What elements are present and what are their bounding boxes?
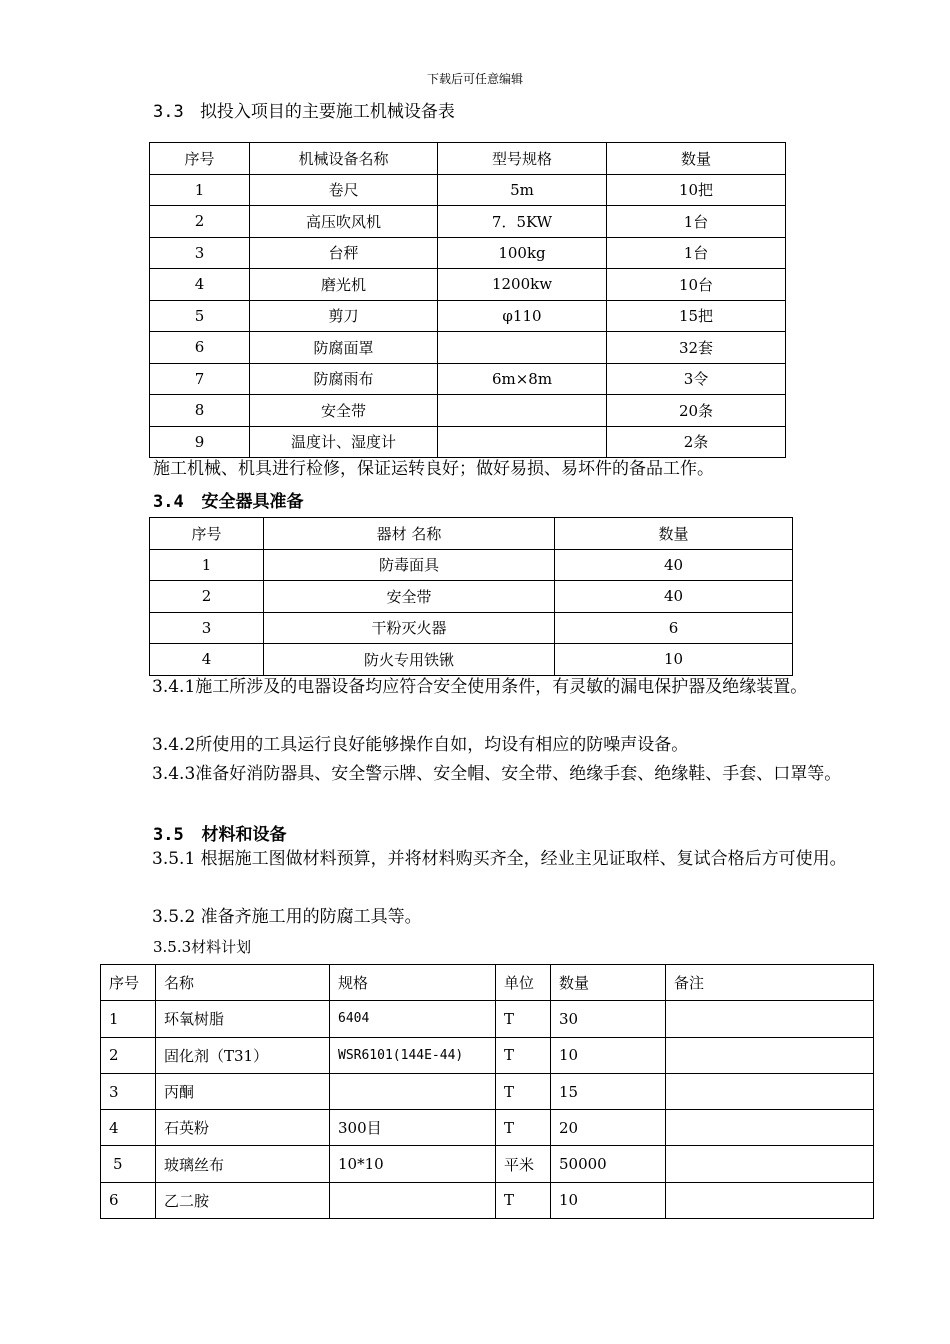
header-cell: 序号 (101, 965, 156, 1001)
table-cell: 1 (150, 174, 250, 206)
table-cell: 1 (101, 1001, 156, 1037)
table-cell (330, 1073, 496, 1109)
table-cell: 9 (150, 426, 250, 458)
table-cell: 10把 (607, 174, 786, 206)
table-cell: 10 (555, 644, 793, 676)
table-row (101, 1073, 874, 1109)
table-cell: 6 (101, 1182, 156, 1218)
table-cell: 卷尺 (250, 174, 438, 206)
table-row (101, 1110, 874, 1146)
table-cell: 4 (150, 269, 250, 301)
table-row (150, 549, 793, 581)
table-row (150, 269, 786, 301)
section-number: 3.5 (153, 825, 184, 845)
table-cell: 7．5KW (438, 206, 607, 238)
table-cell: 防火专用铁锹 (264, 644, 555, 676)
table-cell: 磨光机 (250, 269, 438, 301)
header-cell: 机械设备名称 (250, 143, 438, 175)
table-cell: 6404 (330, 1001, 496, 1037)
paragraph-3-5-1: 3.5.1 根据施工图做材料预算，并将材料购买齐全，经业主见证取样、复试合格后方可使用。 (152, 849, 847, 869)
table-cell: 3 (150, 237, 250, 269)
table-cell: φ110 (438, 300, 607, 332)
table-cell: T (496, 1110, 551, 1146)
table-cell (438, 426, 607, 458)
table-row (150, 612, 793, 644)
table-cell: 防毒面具 (264, 549, 555, 581)
table-cell: 剪刀 (250, 300, 438, 332)
table-cell: 5m (438, 174, 607, 206)
table-cell (666, 1073, 874, 1109)
section-3-4-heading (153, 487, 303, 512)
table-row (150, 395, 786, 427)
table-row (150, 426, 786, 458)
table-cell: 4 (101, 1110, 156, 1146)
table-cell: 3 (150, 612, 264, 644)
table-cell: 100kg (438, 237, 607, 269)
table-cell: 40 (555, 581, 793, 613)
table-cell: 台秤 (250, 237, 438, 269)
table-row (101, 1037, 874, 1073)
table-cell: 丙酮 (156, 1073, 330, 1109)
table-cell: 石英粉 (156, 1110, 330, 1146)
table-cell: WSR6101(144E-44) (330, 1037, 496, 1073)
table-cell: 1台 (607, 237, 786, 269)
table-row (150, 332, 786, 364)
table-cell: 乙二胺 (156, 1182, 330, 1218)
section-title: 材料和设备 (201, 825, 287, 845)
paragraph-3-4-2: 3.4.2所使用的工具运行良好能够操作自如，均设有相应的防噪声设备。 (152, 735, 689, 755)
table-cell: 2 (101, 1037, 156, 1073)
table-cell: 10*10 (330, 1146, 496, 1182)
header-cell: 单位 (496, 965, 551, 1001)
section-3-5-heading (153, 820, 286, 845)
header-cell: 序号 (150, 143, 250, 175)
header-cell: 数量 (555, 518, 793, 550)
header-note: 下载后可任意编辑 (426, 72, 523, 86)
table-cell (438, 332, 607, 364)
header-cell: 数量 (551, 965, 666, 1001)
table-row (150, 300, 786, 332)
table-cell (330, 1182, 496, 1218)
table-cell (666, 1182, 874, 1218)
table-cell: 10 (551, 1182, 666, 1218)
table-cell: 10台 (607, 269, 786, 301)
paragraph-3-5-2: 3.5.2 准备齐施工用的防腐工具等。 (152, 907, 422, 927)
machinery-table (149, 142, 786, 458)
table-cell (666, 1110, 874, 1146)
table-cell: 安全带 (250, 395, 438, 427)
table-cell: 干粉灭火器 (264, 612, 555, 644)
table-cell: 环氧树脂 (156, 1001, 330, 1037)
table-cell: 7 (150, 363, 250, 395)
table-cell (666, 1146, 874, 1182)
section-title: 拟投入项目的主要施工机械设备表 (199, 102, 455, 122)
table-cell: 20条 (607, 395, 786, 427)
table-cell: T (496, 1001, 551, 1037)
table-row (150, 174, 786, 206)
table-cell: 5 (150, 300, 250, 332)
section-number: 3.3 (153, 102, 184, 122)
header-cell: 规格 (330, 965, 496, 1001)
header-cell: 器材 名称 (264, 518, 555, 550)
table-cell: 300目 (330, 1110, 496, 1146)
table-cell: 8 (150, 395, 250, 427)
paragraph-3-5-3: 3.5.3材料计划 (153, 938, 252, 956)
table-row (150, 237, 786, 269)
paragraph-3-4-1: 3.4.1施工所涉及的电器设备均应符合安全使用条件，有灵敏的漏电保护器及绝缘装置。 (152, 677, 808, 697)
header-cell: 备注 (666, 965, 874, 1001)
table-cell: 3令 (607, 363, 786, 395)
table-cell: T (496, 1037, 551, 1073)
table-cell: 1 (150, 549, 264, 581)
table-cell: 32套 (607, 332, 786, 364)
table-cell: 1台 (607, 206, 786, 238)
table-cell: 15把 (607, 300, 786, 332)
table-row (150, 363, 786, 395)
table-cell: 安全带 (264, 581, 555, 613)
table-cell: 2 (150, 581, 264, 613)
table-row (150, 206, 786, 238)
table-cell: 2 (150, 206, 250, 238)
table-header-row (150, 143, 786, 175)
table-row (101, 1001, 874, 1037)
table-cell (438, 395, 607, 427)
section-3-3-heading (153, 97, 455, 122)
table-cell: 温度计、湿度计 (250, 426, 438, 458)
table-row (150, 581, 793, 613)
table-cell: 1200kw (438, 269, 607, 301)
table-cell: 6 (555, 612, 793, 644)
table-header-row (150, 518, 793, 550)
table-cell: 40 (555, 549, 793, 581)
table-cell: 15 (551, 1073, 666, 1109)
table-row (101, 1182, 874, 1218)
table-cell: 玻璃丝布 (156, 1146, 330, 1182)
table-cell (666, 1037, 874, 1073)
maintenance-paragraph: 施工机械、机具进行检修，保证运转良好；做好易损、易坏件的备品工作。 (153, 459, 714, 479)
table-cell: 固化剂（T31） (156, 1037, 330, 1073)
table-cell (666, 1001, 874, 1037)
table-row (101, 1146, 874, 1182)
safety-equipment-table (149, 517, 793, 676)
table-cell: 2条 (607, 426, 786, 458)
table-header-row (101, 965, 874, 1001)
table-cell: 防腐面罩 (250, 332, 438, 364)
table-cell: T (496, 1182, 551, 1218)
table-cell: 5 (101, 1146, 156, 1182)
table-cell: 30 (551, 1001, 666, 1037)
table-row (150, 644, 793, 676)
paragraph-3-4-3: 3.4.3准备好消防器具、安全警示牌、安全帽、安全带、绝缘手套、绝缘鞋、手套、口罩等。 (152, 764, 842, 784)
header-cell: 名称 (156, 965, 330, 1001)
table-cell: 6m×8m (438, 363, 607, 395)
section-number: 3.4 (153, 492, 184, 512)
header-cell: 型号规格 (438, 143, 607, 175)
table-cell: 6 (150, 332, 250, 364)
table-cell: 高压吹风机 (250, 206, 438, 238)
table-cell: 平米 (496, 1146, 551, 1182)
table-cell: 50000 (551, 1146, 666, 1182)
header-cell: 序号 (150, 518, 264, 550)
table-cell: 防腐雨布 (250, 363, 438, 395)
table-cell: 20 (551, 1110, 666, 1146)
section-title: 安全器具准备 (201, 492, 304, 512)
table-cell: 10 (551, 1037, 666, 1073)
table-cell: 3 (101, 1073, 156, 1109)
material-plan-table (100, 964, 874, 1219)
table-cell: 4 (150, 644, 264, 676)
table-cell: T (496, 1073, 551, 1109)
header-cell: 数量 (607, 143, 786, 175)
